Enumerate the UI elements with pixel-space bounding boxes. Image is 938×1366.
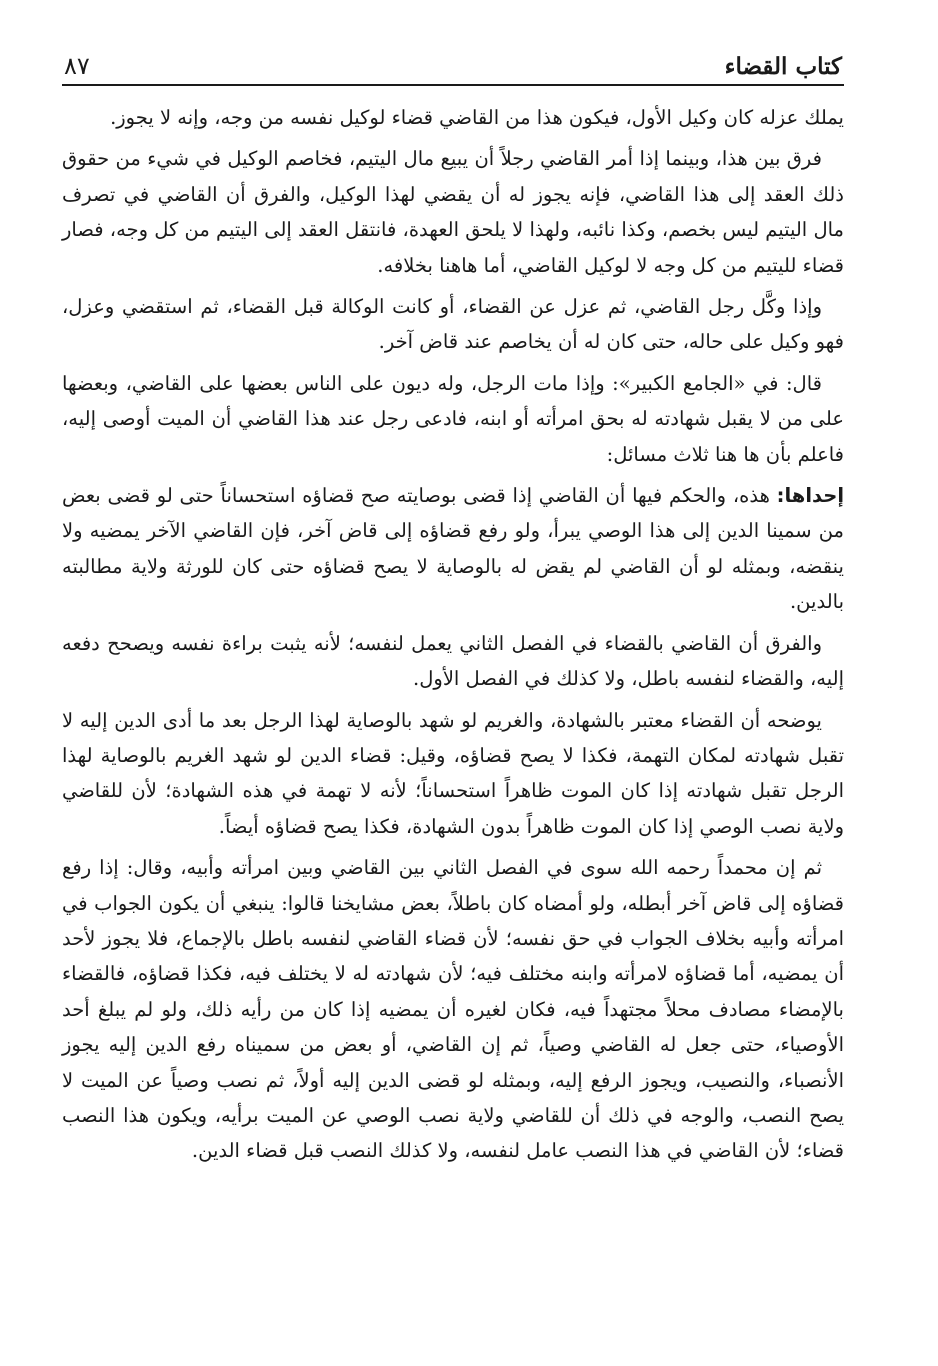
paragraph-text: قال: في «الجامع الكبير»: وإذا مات الرجل، وله ديون على الناس بعضها على القاضي، وبعضها على من لا يقبل شهادته له بحق امرأته أو ابنه، فادعى رجل عند هذا القاضي أن الميت أوصى إليه، فاعلم بأن ها هنا ثلاث مسائل: xyxy=(62,371,844,466)
paragraph xyxy=(62,850,844,1175)
paragraph-text: يملك عزله كان وكيل الأول، فيكون هذا من القاضي قضاء لوكيل نفسه من وجه، وإنه لا يجوز. xyxy=(110,106,844,129)
page xyxy=(62,40,844,1175)
book-title: كتاب القضاء xyxy=(724,53,842,80)
paragraph-text: والفرق أن القاضي بالقضاء في الفصل الثاني يعمل لنفسه؛ لأنه يثبت براءة نفسه ويصحح دفعه إليه، والقضاء لنفسه باطل، ولا كذلك في الفصل الأول. xyxy=(62,631,844,691)
paragraph xyxy=(62,366,844,478)
paragraph xyxy=(62,100,844,141)
paragraph-text: ثم إن محمداً رحمه الله سوى في الفصل الثاني بين القاضي وبين امرأته وأبيه، وقال: إذا رفع قضاؤه إلى قاض آخر أبطله، ولو أمضاه كان باطلاً، بعض مشايخنا قالوا: ينبغي أن يكون الجواب في امرأته وأبيه بخلاف الجواب في حق نفسه؛ لأن قضاء القاضي لنفسه باطل بالإجماع، فلا يجوز لأحد أن يمضيه، أما قضاؤه لامرأته وابنه مختلف فيه؛ لأن شهادته له لا يختلف فيه، فكذا قضاؤه، فالقضاء بالإمضاء مصادف محلاً مجتهداً فيه، فكان لغيره أن يمضيه إذا كان من رأيه ذلك، ولو لم يبلغ أحد الأوصياء، حتى جعل له القاضي وصياً، ثم إن القاضي، أو بعض من سميناه رفع الدين إليه يجوز الأنصباء، والنصيب، ويجوز الرفع إليه، وبمثله لو قضى الدين إليه أولاً، ثم نصب وصياً عن الميت لا يصح النصب، والوجه في ذلك أن للقاضي ولاية نصب الوصي عن الميت برأيه، ويكون هذا النصب قضاء؛ لأن القاضي في هذا النصب عامل لنفسه، ولا كذلك النصب قبل قضاء الدين. xyxy=(62,856,844,1163)
paragraph-text: وإذا وكَّل رجل القاضي، ثم عزل عن القضاء، أو كانت الوكالة قبل القضاء، ثم استقضي وعزل، فهو وكيل على حاله، حتى كان له أن يخاصم عند قاض آخر. xyxy=(62,295,844,354)
paragraph-text: هذه، والحكم فيها أن القاضي إذا قضى بوصايته صح قضاؤه استحساناً حتى لو قضى بعض من سمينا الدين إلى هذا الوصي يبرأ، ولو رفع قضاؤه إلى قاض آخر، فإن القاضي الآخر يمضيه ولا ينقضه، وبمثله لو أن القاضي لم يقض له بالوصاية لا يصح قضاؤه حتى كان للورثة ولاية مطالبته بالدين. xyxy=(62,484,844,614)
running-header xyxy=(62,40,844,86)
paragraph xyxy=(62,289,844,366)
paragraph xyxy=(62,478,844,626)
page-number: ٨٧ xyxy=(64,52,90,80)
paragraph xyxy=(62,703,844,851)
paragraph-text: فرق بين هذا، وبينما إذا أمر القاضي رجلاً أن يبيع مال اليتيم، فخاصم الوكيل في شيء من حقوق ذلك العقد إلى هذا القاضي، فإنه يجوز له أن يقضي لهذا الوكيل، والفرق أن القاضي في تصرف مال اليتيم ليس بخصم، وكذا نائبه، ولهذا لا يلحق العهدة، فانتقل العقد إلى اليتيم من كل وجه، فصار قضاء لليتيم من كل وجه لا لوكيل القاضي، أما هاهنا بخلافه. xyxy=(62,147,844,277)
paragraph-text: يوضحه أن القضاء معتبر بالشهادة، والغريم لو شهد بالوصاية لهذا الرجل بعد ما أدى الدين إليه لا تقبل شهادته لمكان التهمة، فكذا لا يصح قضاؤه، وقيل: قضاء الدين لو شهد الغريم بالوصاية لهذا الرجل تقبل شهادته إذا كان الموت ظاهراً استحساناً؛ لأنه لا تهمة في هذه الشهادة؛ لأن للقاضي ولاية نصب الوصي إذا كان الموت ظاهراً بدون الشهادة، فكذا يصح قضاؤه أيضاً. xyxy=(62,708,844,838)
paragraph-lead-term: إحداها: xyxy=(776,484,844,508)
paragraph xyxy=(62,626,844,703)
paragraph xyxy=(62,141,844,289)
body-text xyxy=(62,100,844,1175)
